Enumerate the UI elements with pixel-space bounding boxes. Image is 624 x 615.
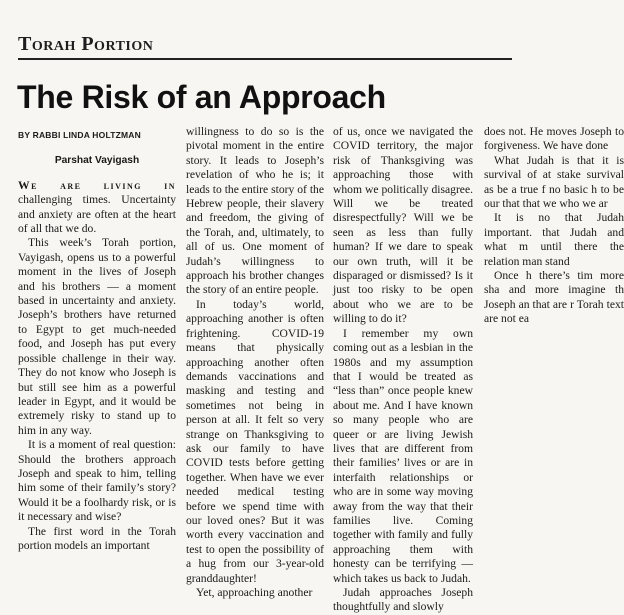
paragraph: Once h there’s tim more sha and more imagine th Joseph an that are r Torah text are not ea bbox=[484, 269, 624, 326]
paragraph: It is a moment of real question: Should the brothers approach Joseph and speak to him, telling him some of their family’s story? Would it be a foolhardy risk, or is it necessary and wise? bbox=[18, 438, 176, 524]
paragraph: of us, once we navigated the COVID territory, the major risk of Thanksgiving was approaching those with whom we politically disagree. Will we be treated disrespectfully? Will we be seen as less than fully human? If we dare to speak our own truth, will it be disparaged or dismissed? Is it just too risky to be open about who we are to be willing to do it? bbox=[333, 125, 473, 326]
column-2 bbox=[186, 125, 324, 599]
article-headline: The Risk of an Approach bbox=[17, 79, 386, 115]
section-title: Torah Portion bbox=[18, 33, 154, 55]
paragraph: This week’s Torah portion, Vayigash, opens us to a powerful moment in the lives of Joseph and his brothers — a moment based in uncertainty and anxiety. Joseph’s brothers have returned to Egypt to get much-needed food, and Joseph has put every possible challenge in their way. They do not know who Joseph is but still see him as a powerful leader in Egypt, and it would be extremely risky to stand up to him in any way. bbox=[18, 236, 176, 437]
lead-in: We are living in bbox=[18, 178, 176, 192]
parsha-kicker: Parshat Vayigash bbox=[54, 155, 140, 167]
opening-paragraph: We are living in challenging times. Uncertainty and anxiety are often at the heart of all that we do. bbox=[18, 178, 176, 236]
paragraph: It is no that Judah important. that Judah and what m until there the relation man stand bbox=[484, 211, 624, 268]
paragraph: The first word in the Torah portion models an important bbox=[18, 524, 176, 552]
column-1 bbox=[18, 125, 176, 552]
column-4 bbox=[484, 125, 624, 512]
paragraph: What Judah is that it is survival of at stake survival as be a true f no basic h to be our that that we who we ar bbox=[484, 153, 624, 211]
paragraph: Judah approaches Joseph thoughtfully and slowly bbox=[333, 586, 473, 614]
paragraph: In today’s world, approaching another is often frightening. COVID-19 means that physically approaching another often demands vaccinations and masking and testing and sometimes not being in person at all. It felt so very strange on Thanksgiving to ask our family to have COVID tests before getting together. When have we ever needed medical testing before we spend time with our loved ones? But it was worth every vaccination and test to open the possibility of a hug from our 3-year-old granddaughter! bbox=[186, 297, 324, 585]
byline: BY RABBI LINDA HOLTZMAN bbox=[18, 130, 141, 140]
section-rule bbox=[18, 58, 512, 60]
paragraph: does not. He moves Joseph to forgiveness. We have done bbox=[484, 125, 624, 153]
paragraph: I remember my own coming out as a lesbian in the 1980s and my assumption that I would be treated as “less than” once people knew about me. And I have known so many people who are queer or are living Jewish lives that are different from their families’ lives or are in interfaith relationships or who are in some way moving away from the way that their families live. Coming together with family and fully approaching them with honesty can be terrifying — which takes us back to Judah. bbox=[333, 326, 473, 585]
column-3 bbox=[333, 125, 473, 614]
paragraph: Yet, approaching another bbox=[196, 586, 313, 599]
paragraph: willingness to do so is the pivotal moment in the entire story. It leads to Joseph’s revelation of who he is; it leads to the entire story of the Hebrew people, their slavery and freedom, the giving of the Torah, and, ultimately, to all of us. One moment of Judah’s willingness to approach his brother changes the story of an entire people. bbox=[186, 125, 324, 297]
